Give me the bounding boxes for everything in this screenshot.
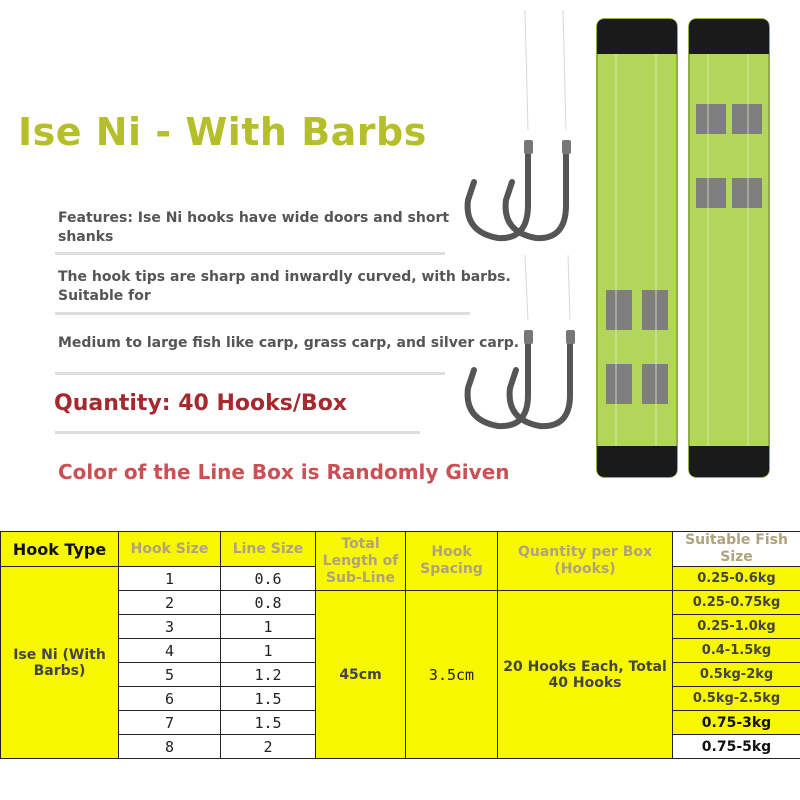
fish-size-cell: 0.25-1.0kg	[673, 615, 800, 639]
hook-size-cell: 1	[119, 567, 221, 591]
header-total-length: Total Length of Sub-Line	[316, 532, 406, 591]
divider	[55, 372, 445, 375]
fish-size-cell: 0.25-0.75kg	[673, 591, 800, 615]
header-line-size: Line Size	[221, 532, 316, 567]
spec-table	[0, 531, 800, 759]
divider	[55, 431, 420, 434]
fish-size-cell: 0.5kg-2kg	[673, 663, 800, 687]
total-length-cell: 45cm	[316, 591, 406, 759]
hook-size-cell: 8	[119, 735, 221, 759]
feature-text-3: Medium to large fish like carp, grass carp, and silver carp.	[58, 335, 520, 351]
line-size-cell: 0.6	[221, 567, 316, 591]
hook-size-cell: 2	[119, 591, 221, 615]
hook-size-cell: 6	[119, 687, 221, 711]
feature-text-1: Features: Ise Ni hooks have wide doors and short shanks	[58, 210, 450, 245]
hook-type-cell: Ise Ni (With Barbs)	[1, 567, 119, 759]
line-size-cell: 1.5	[221, 687, 316, 711]
product-title: Ise Ni - With Barbs	[18, 110, 427, 154]
fish-size-cell: 0.5kg-2.5kg	[673, 687, 800, 711]
hook-size-cell: 7	[119, 711, 221, 735]
header-hook-size: Hook Size	[119, 532, 221, 567]
line-size-cell: 1	[221, 615, 316, 639]
line-box-color-note: Color of the Line Box is Randomly Given	[58, 460, 510, 484]
feature-text-2: The hook tips are sharp and inwardly curved, with barbs. Suitable for	[58, 269, 511, 304]
line-box-left	[596, 18, 678, 478]
line-size-cell: 0.8	[221, 591, 316, 615]
table-row	[1, 591, 800, 615]
header-hook-spacing: Hook Spacing	[406, 532, 498, 591]
line-size-cell: 1.2	[221, 663, 316, 687]
table-header-row	[1, 532, 800, 567]
fish-size-cell: 0.75-5kg	[673, 735, 800, 759]
quantity-label: Quantity: 40 Hooks/Box	[54, 391, 347, 416]
hook-spacing-cell: 3.5cm	[406, 591, 498, 759]
divider	[55, 252, 445, 255]
divider	[55, 312, 470, 315]
line-size-cell: 1	[221, 639, 316, 663]
line-size-cell: 2	[221, 735, 316, 759]
fish-size-cell: 0.25-0.6kg	[673, 567, 800, 591]
hook-size-cell: 4	[119, 639, 221, 663]
line-box-right	[688, 18, 770, 478]
hook-size-cell: 5	[119, 663, 221, 687]
fish-size-cell: 0.4-1.5kg	[673, 639, 800, 663]
line-size-cell: 1.5	[221, 711, 316, 735]
quantity-per-box-cell: 20 Hooks Each, Total 40 Hooks	[498, 591, 673, 759]
fishing-hooks-image	[450, 0, 600, 500]
hook-size-cell: 3	[119, 615, 221, 639]
fish-size-cell: 0.75-3kg	[673, 711, 800, 735]
header-suitable-fish: Suitable Fish Size	[673, 532, 800, 567]
header-quantity-per-box: Quantity per Box (Hooks)	[498, 532, 673, 591]
header-hook-type: Hook Type	[1, 532, 119, 567]
